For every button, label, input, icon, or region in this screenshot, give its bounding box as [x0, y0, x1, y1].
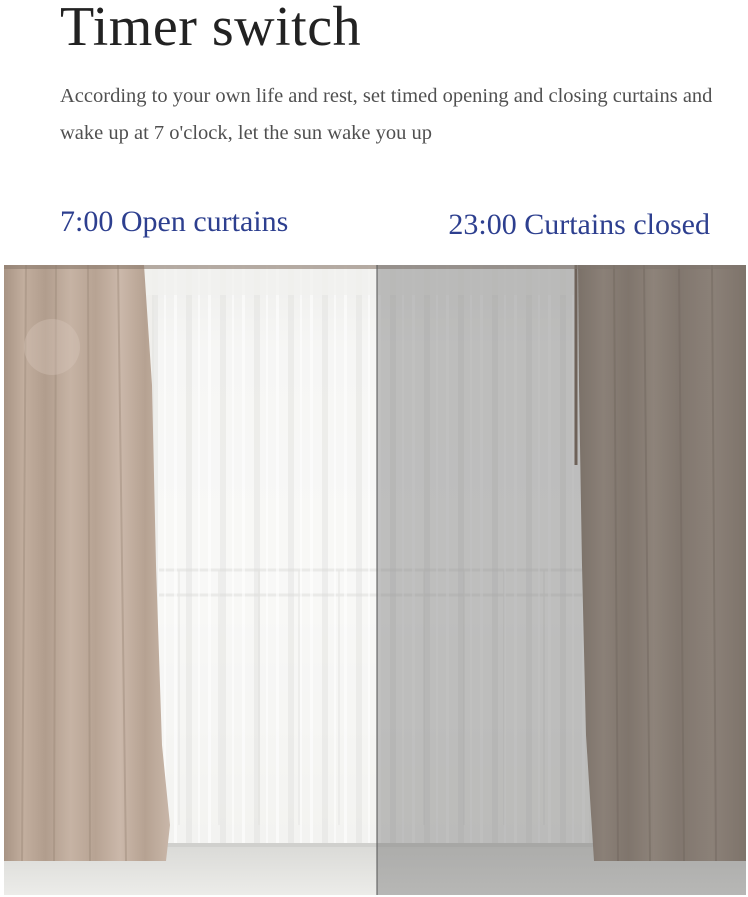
curtain-illustration — [4, 265, 746, 895]
page-title: Timer switch — [60, 0, 362, 58]
curtain-photo — [4, 265, 746, 895]
open-time-label: 7:00 Open curtains — [60, 205, 289, 238]
feature-description: According to your own life and rest, set timed opening and closing curtains and wake up at 7 o'clock, let the sun wake you up — [60, 85, 713, 144]
close-time-label: 23:00 Curtains closed — [448, 208, 710, 241]
